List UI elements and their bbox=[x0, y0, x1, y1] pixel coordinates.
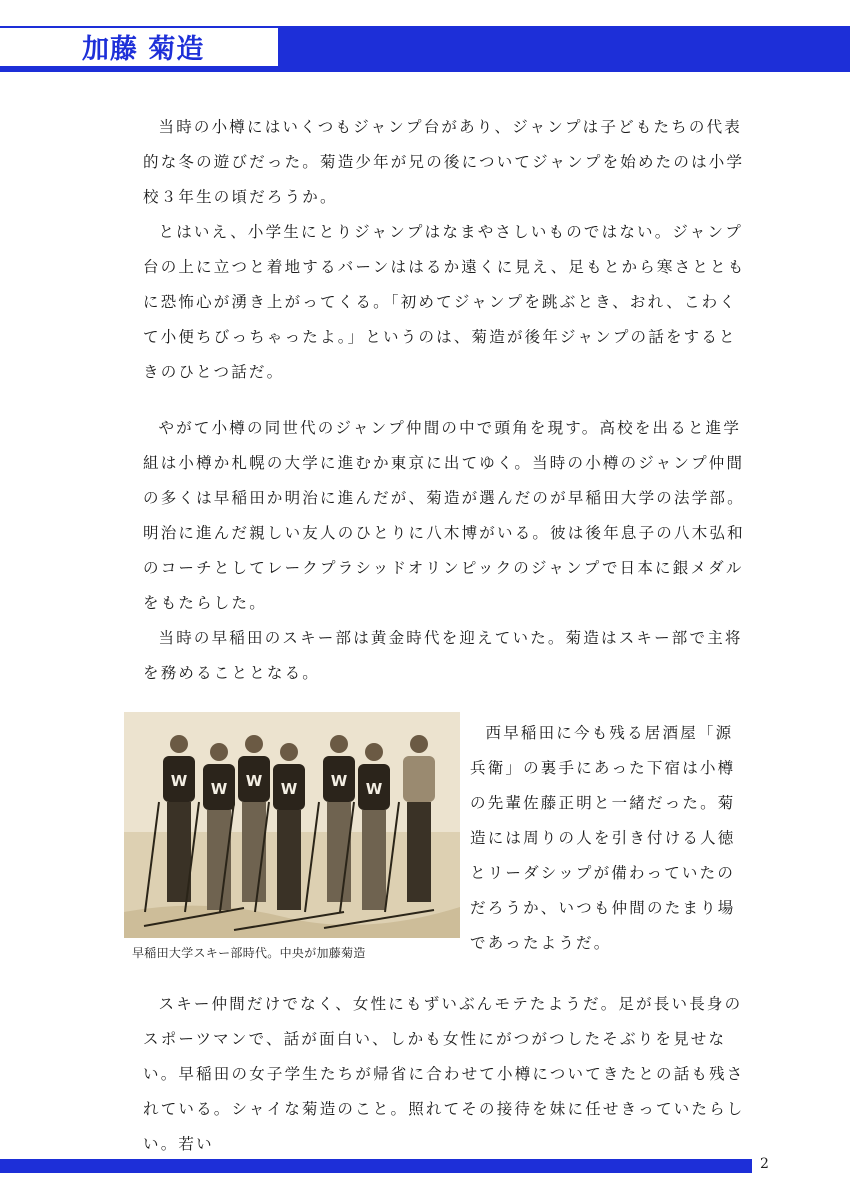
side-paragraph: 西早稲田に今も残る居酒屋「源兵衛」の裏手にあった下宿は小樽の先輩佐藤正明と一緒だった。菊造には周りの人を引き付ける人徳とリーダシップが備わっていたのだろうか、いつも仲間のたまり場であったようだ。 bbox=[470, 724, 736, 952]
sweater-letter: W bbox=[210, 780, 228, 798]
photo-caption: 早稲田大学スキー部時代。中央が加藤菊造 bbox=[132, 946, 366, 960]
paragraph: 当時の早稲田のスキー部は黄金時代を迎えていた。菊造はスキー部で主将を務めることとなる。 bbox=[143, 629, 743, 682]
sweater-letter: W bbox=[365, 780, 383, 798]
footer-bar bbox=[0, 1159, 752, 1173]
ski-team-photo bbox=[124, 712, 460, 938]
sweater-letter: W bbox=[280, 780, 298, 798]
page-title: 加藤 菊造 bbox=[82, 34, 205, 65]
paragraph: 当時の小樽にはいくつもジャンプ台があり、ジャンプは子どもたちの代表的な冬の遊びだった。菊造少年が兄の後についてジャンプを始めたのは小学校３年生の頃だろうか。 bbox=[143, 118, 745, 206]
paragraph: やがて小樽の同世代のジャンプ仲間の中で頭角を現す。高校を出ると進学組は小樽か札幌の大学に進むか東京に出てゆく。当時の小樽のジャンプ仲間の多くは早稲田か明治に進んだが、菊造が選んだのが早稲田大学の法学部。明治に進んだ親しい友人のひとりに八木博がいる。彼は後年息子の八木弘和のコーチとしてレークプラシッドオリンピックのジャンプで日本に銀メダルをもたらした。 bbox=[143, 419, 745, 612]
sweater-letter: W bbox=[170, 772, 188, 790]
paragraph: とはいえ、小学生にとりジャンプはなまやさしいものではない。ジャンプ台の上に立つと着地するバーンははるか遠くに見え、足もとから寒さとともに恐怖心が湧き上がってくる。「初めてジャンプを跳ぶとき、おれ、こわくて小便ちびっちゃったよ。」というのは、菊造が後年ジャンプの話をするときのひとつ話だ。 bbox=[143, 223, 746, 381]
article-section-2 bbox=[143, 411, 749, 691]
sweater-letter: W bbox=[330, 772, 348, 790]
sweater-letter: W bbox=[245, 772, 263, 790]
ski-team-photo-illustration bbox=[124, 712, 460, 938]
page-number: 2 bbox=[760, 1156, 769, 1172]
article-section-3 bbox=[143, 987, 749, 1162]
article-section-1 bbox=[143, 110, 749, 390]
paragraph: スキー仲間だけでなく、女性にもずいぶんモテたようだ。足が長い長身のスポーツマンで、話が面白い、しかも女性にがつがつしたそぶりを見せない。早稲田の女子学生たちが帰省に合わせて小樽についてきたとの話も残されている。シャイな菊造のこと。照れてその接待を妹に任せきっていたらしい。若い bbox=[143, 995, 745, 1153]
